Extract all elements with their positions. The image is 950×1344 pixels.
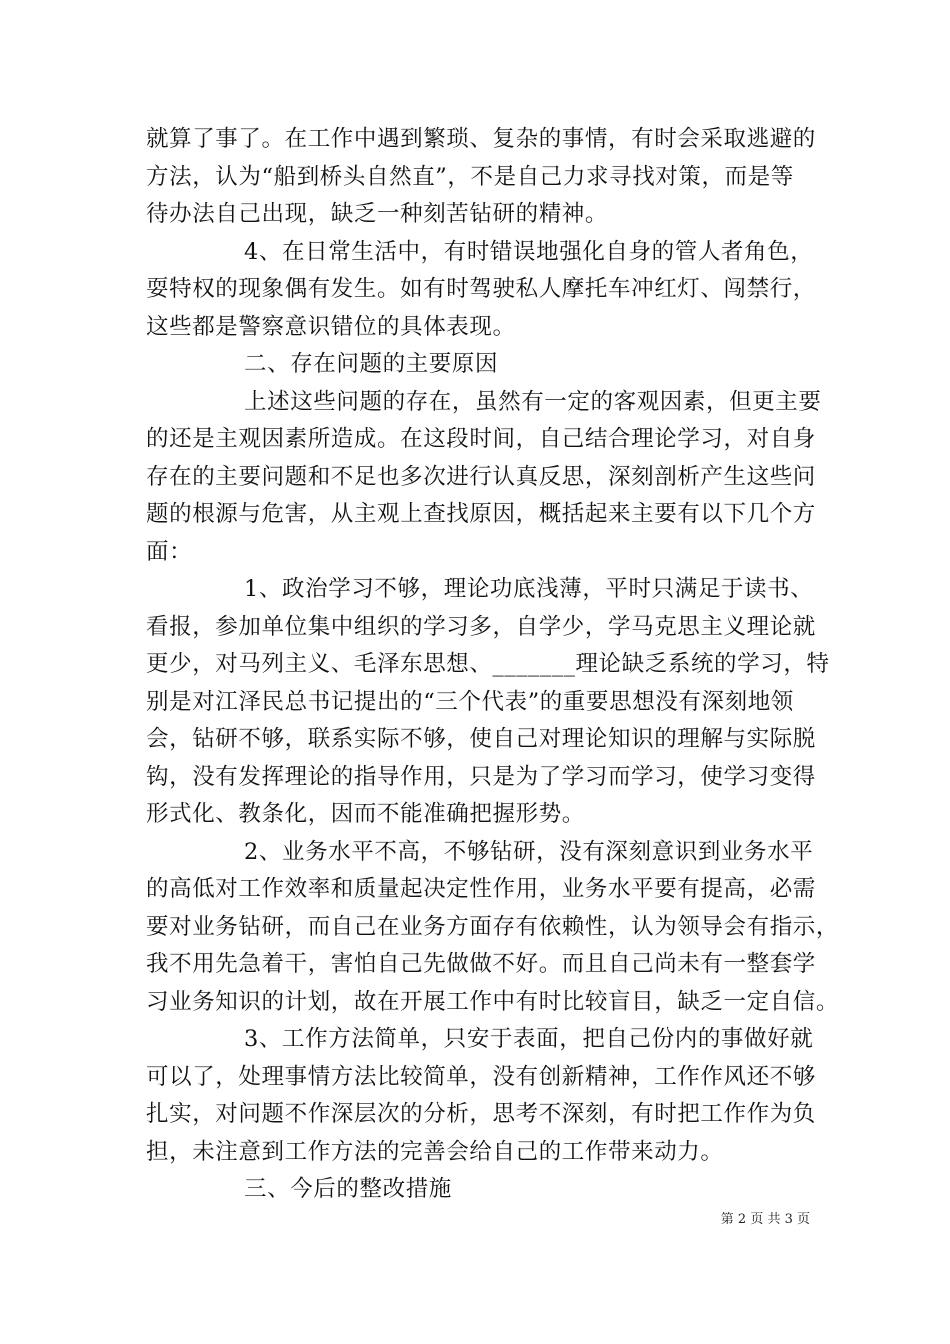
text-line: 就算了事了。在工作中遇到繁琐、复杂的事情，有时会采取逃避的 [146, 126, 816, 152]
text-line: 习业务知识的计划，故在开展工作中有时比较盲目，缺乏一定自信。 [146, 988, 840, 1015]
text-line: 上述这些问题的存在，虽然有一定的客观因素，但更主要 [244, 388, 822, 415]
text-line: 存在的主要问题和不足也多次进行认真反思，深刻剖析产生这些问 [146, 463, 816, 490]
text-line: 4、在日常生活中，有时错误地强化自身的管人者角色， [244, 238, 814, 265]
text-line: 要对业务钻研，而自己在业务方面存有依赖性，认为领导会有指示， [146, 913, 840, 940]
text-line: 的还是主观因素所造成。在这段时间，自己结合理论学习，对自身 [146, 426, 816, 452]
text-line: 耍特权的现象偶有发生。如有时驾驶私人摩托车冲红灯、闯禁行， [146, 276, 816, 302]
text-line: 面： [146, 538, 193, 565]
text-line: 扎实，对问题不作深层次的分析，思考不深刻，有时把工作作为负 [146, 1101, 816, 1127]
text-line: 我不用先急着干，害怕自己先做做不好。而且自己尚未有一整套学 [146, 951, 816, 977]
text-line: 方法，认为“船到桥头自然直”，不是自己力求寻找对策，而是等 [146, 163, 794, 190]
text-line: 形式化、教条化，因而不能准确把握形势。 [146, 801, 585, 827]
text-line: 这些都是警察意识错位的具体表现。 [146, 313, 516, 340]
text-line: 看报，参加单位集中组织的学习多，自学少，学马克思主义理论就 [146, 613, 816, 640]
text-line: 钩，没有发挥理论的指导作用，只是为了学习而学习，使学习变得 [146, 763, 816, 790]
text-line: 题的根源与危害，从主观上查找原因，概括起来主要有以下几个方 [146, 501, 816, 527]
text-line: 担，未注意到工作方法的完善会给自己的工作带来动力。 [146, 1138, 724, 1165]
text-line: 更少，对马列主义、毛泽东思想、_______理论缺乏系统的学习，特 [146, 651, 830, 677]
text-line: 3、工作方法简单，只安于表面，把自己份内的事做好就 [244, 1026, 814, 1052]
section-heading: 三、今后的整改措施 [244, 1176, 452, 1202]
text-line: 别是对江泽民总书记提出的“三个代表”的重要思想没有深刻地领 [146, 688, 794, 715]
page-number-footer: 第 2 页 共 3 页 [720, 1212, 810, 1227]
text-line: 待办法自己出现，缺乏一种刻苦钻研的精神。 [146, 201, 609, 227]
text-line: 可以了，处理事情方法比较简单，没有创新精神，工作作风还不够 [146, 1063, 816, 1090]
text-line: 的高低对工作效率和质量起决定性作用，业务水平要有提高，必需 [146, 876, 816, 902]
section-heading: 二、存在问题的主要原因 [244, 351, 499, 377]
text-line: 1、政治学习不够，理论功底浅薄，平时只满足于读书、 [244, 576, 814, 602]
text-line: 2、业务水平不高，不够钻研，没有深刻意识到业务水平 [244, 838, 814, 865]
text-line: 会，钻研不够，联系实际不够，使自己对理论知识的理解与实际脱 [146, 726, 816, 752]
